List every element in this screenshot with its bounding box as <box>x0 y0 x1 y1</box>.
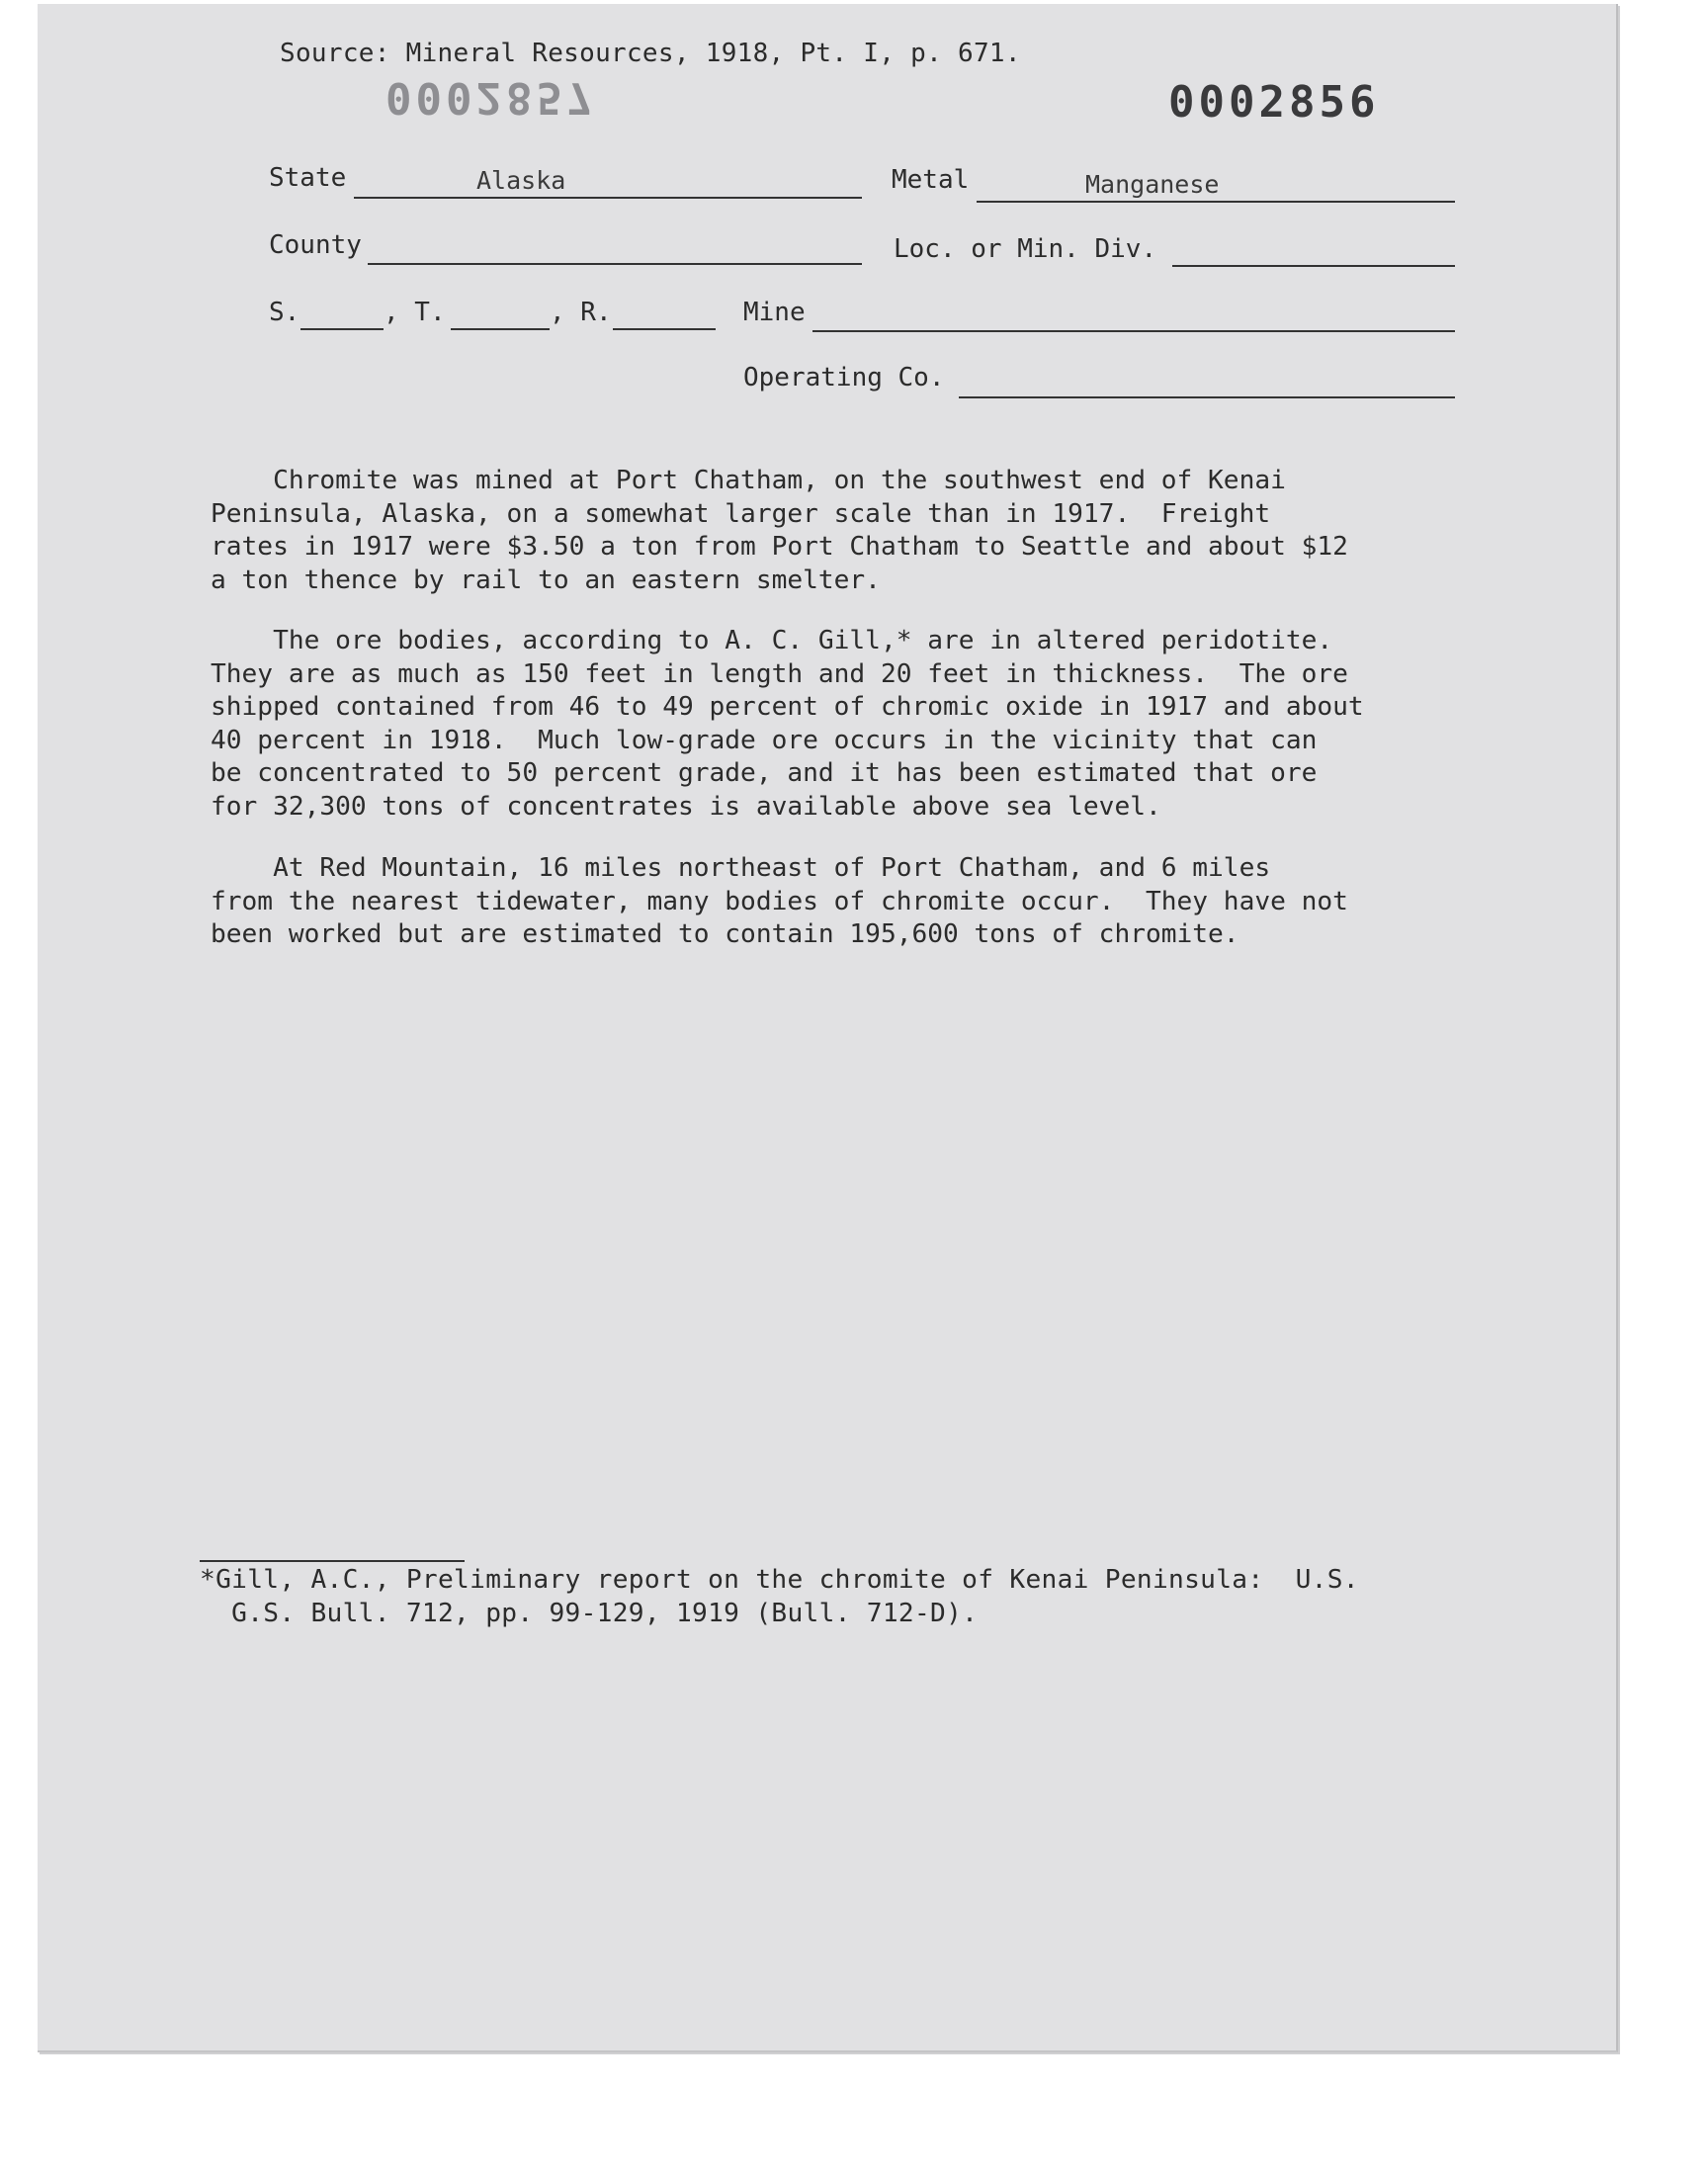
paragraph-line: Peninsula, Alaska, on a somewhat larger scale than in 1917. Freight <box>211 498 1271 529</box>
paragraph-1 <box>211 465 1486 597</box>
paragraph-2 <box>211 625 1486 824</box>
state-field-line <box>354 197 862 199</box>
paragraph-line: rates in 1917 were $3.50 a ton from Port Chatham to Seattle and about $12 <box>211 532 1348 562</box>
mine-label: Mine <box>743 298 806 327</box>
paragraph-line: The ore bodies, according to A. C. Gill,* are in altered peridotite. <box>211 626 1333 655</box>
range-field-line <box>613 328 716 330</box>
footnote-line-1: *Gill, A.C., Preliminary report on the chromite of Kenai Peninsula: U.S. <box>200 1565 1359 1595</box>
paragraph-line: 40 percent in 1918. Much low-grade ore occurs in the vicinity that can <box>211 725 1318 755</box>
township-label: , T. <box>384 298 446 327</box>
operating-co-label: Operating Co. <box>743 363 945 392</box>
paragraph-3 <box>211 852 1486 952</box>
paragraph-line: from the nearest tidewater, many bodies of chromite occur. They have not <box>211 886 1348 916</box>
mine-field-line <box>812 330 1455 332</box>
paragraph-line: Chromite was mined at Port Chatham, on the southwest end of Kenai <box>211 466 1286 495</box>
paragraph-line: They are as much as 150 feet in length and 20 feet in thickness. The ore <box>211 658 1348 689</box>
section-field-line <box>300 328 384 330</box>
section-label: S. <box>269 298 300 327</box>
paragraph-line: shipped contained from 46 to 49 percent of chromic oxide in 1917 and about <box>211 692 1364 722</box>
paragraph-line: for 32,300 tons of concentrates is available above sea level. <box>211 791 1161 822</box>
footnote-rule <box>200 1560 465 1562</box>
state-label: State <box>269 163 347 193</box>
township-field-line <box>451 328 550 330</box>
operating-co-field-line <box>959 396 1455 398</box>
paragraph-line: a ton thence by rail to an eastern smelter. <box>211 565 881 595</box>
mirrored-stamp-number: 0002857 <box>385 72 597 123</box>
metal-field-line <box>977 201 1455 203</box>
footnote-line-2: G.S. Bull. 712, pp. 99-129, 1919 (Bull. 712-D). <box>200 1599 979 1628</box>
range-label: , R. <box>550 298 612 327</box>
metal-label: Metal <box>892 165 970 195</box>
stamp-number: 0002856 <box>1168 77 1380 128</box>
paragraph-line: At Red Mountain, 16 miles northeast of Port Chatham, and 6 miles <box>211 853 1271 883</box>
metal-value: Manganese <box>1085 170 1220 199</box>
paragraph-line: been worked but are estimated to contain 195,600 tons of chromite. <box>211 919 1239 949</box>
state-value: Alaska <box>476 166 566 195</box>
loc-field-line <box>1172 265 1455 267</box>
county-field-line <box>368 263 862 265</box>
county-label: County <box>269 230 362 260</box>
source-line: Source: Mineral Resources, 1918, Pt. I, p. 671. <box>280 39 1021 68</box>
loc-label: Loc. or Min. Div. <box>894 234 1157 264</box>
paragraph-line: be concentrated to 50 percent grade, and it has been estimated that ore <box>211 758 1318 788</box>
